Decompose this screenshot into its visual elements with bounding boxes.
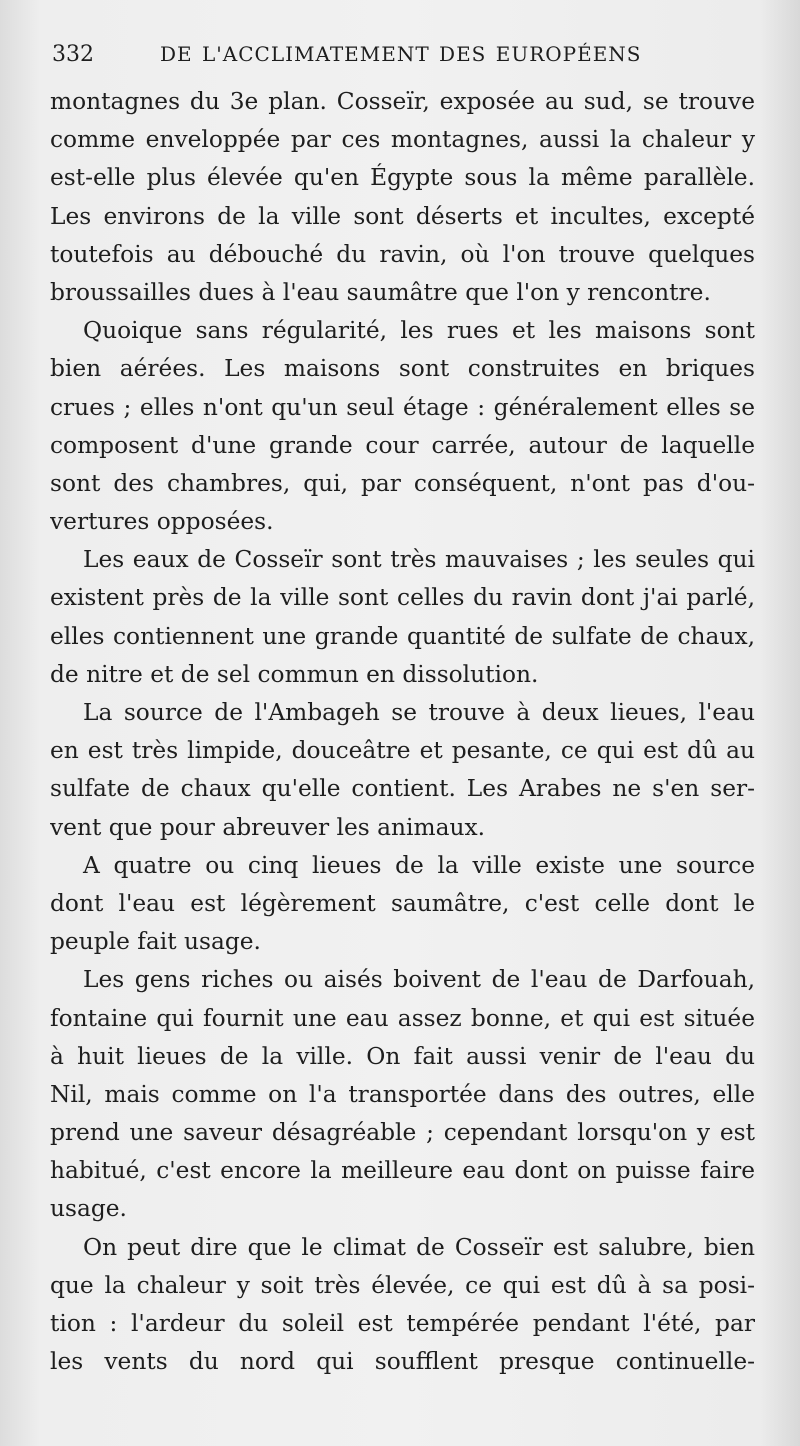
text-line: Quoique sans régularité, les rues et les maisons sont	[83, 317, 755, 345]
page-header	[50, 38, 760, 74]
text-line: Les gens riches ou aisés boivent de l'eau de Darfouah,	[83, 966, 755, 994]
text-line: vent que pour abreuver les animaux.	[50, 813, 486, 841]
text-line: vertures opposées.	[50, 508, 274, 536]
text-line: de nitre et de sel commun en dissolution.	[50, 660, 539, 688]
text-line: broussailles dues à l'eau saumâtre que l'on y rencontre.	[50, 278, 711, 306]
text-line: sulfate de chaux qu'elle contient. Les Arabes ne s'en ser-	[50, 775, 755, 803]
text-line: crues ; elles n'ont qu'un seul étage : généralement elles se	[50, 393, 755, 421]
text-line: montagnes du 3e plan. Cosseïr, exposée au sud, se trouve	[50, 88, 755, 115]
text-line: à huit lieues de la ville. On fait aussi venir de l'eau du	[50, 1042, 755, 1070]
text-line: en est très limpide, douceâtre et pesante, ce qui est dû au	[50, 737, 755, 765]
text-line: peuple fait usage.	[50, 928, 261, 956]
text-line: usage.	[50, 1195, 127, 1223]
text-line: On peut dire que le climat de Cosseïr est salubre, bien	[83, 1233, 755, 1261]
text-line: que la chaleur y soit très élevée, ce qui est dû à sa posi-	[50, 1271, 755, 1299]
text-line: A quatre ou cinq lieues de la ville existe une source	[83, 851, 755, 879]
text-line: les vents du nord qui soufflent presque continuelle-	[50, 1348, 755, 1376]
text-line: comme enveloppée par ces montagnes, aussi la chaleur y	[50, 126, 755, 154]
running-title: DE L'ACCLIMATEMENT DES EUROPÉENS	[160, 42, 642, 66]
text-line: Nil, mais comme on l'a transportée dans des outres, elle	[50, 1080, 755, 1108]
page-number: 332	[52, 42, 94, 67]
text-line: elles contiennent une grande quantité de sulfate de chaux,	[50, 622, 755, 650]
text-line: La source de l'Ambageh se trouve à deux lieues, l'eau	[83, 699, 755, 726]
text-line: composent d'une grande cour carrée, autour de laquelle	[50, 431, 755, 459]
text-line: habitué, c'est encore la meilleure eau dont on puisse faire	[50, 1157, 755, 1185]
text-line: prend une saveur désagréable ; cependant lorsqu'on y est	[50, 1119, 755, 1147]
text-line: bien aérées. Les maisons sont construites en briques	[50, 355, 755, 383]
text-line: toutefois au débouché du ravin, où l'on trouve quelques	[50, 240, 755, 268]
text-line: Les environs de la ville sont déserts et incultes, excepté	[50, 202, 755, 230]
text-line: fontaine qui fournit une eau assez bonne, et qui est située	[50, 1004, 755, 1032]
text-line: est-elle plus élevée qu'en Égypte sous la même parallèle.	[50, 164, 755, 192]
text-line: existent près de la ville sont celles du ravin dont j'ai parlé,	[50, 584, 755, 612]
text-line: dont l'eau est légèrement saumâtre, c'est celle dont le	[50, 889, 755, 917]
body-text	[50, 83, 755, 1381]
text-line: tion : l'ardeur du soleil est tempérée pendant l'été, par	[50, 1310, 755, 1337]
text-line: sont des chambres, qui, par conséquent, n'ont pas d'ou-	[50, 469, 755, 497]
text-line: Les eaux de Cosseïr sont très mauvaises ; les seules qui	[83, 546, 755, 574]
